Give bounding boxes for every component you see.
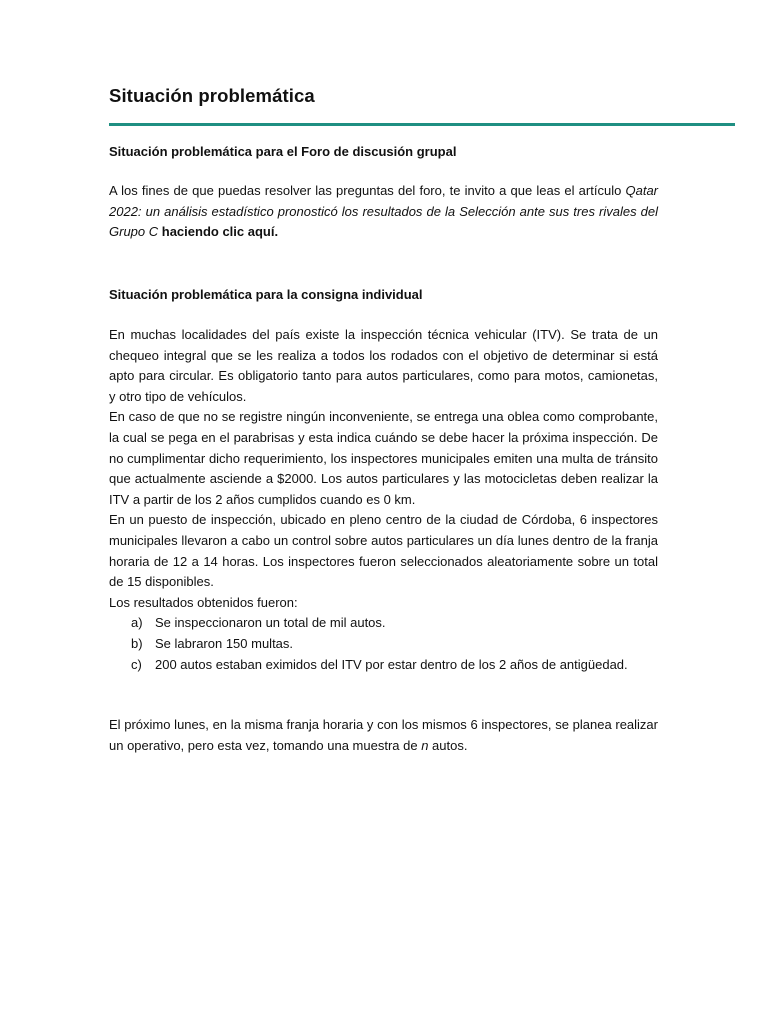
closing-text	[109, 715, 658, 756]
list-marker: c)	[131, 656, 142, 672]
list-item	[109, 655, 658, 676]
list-marker: a)	[131, 615, 143, 631]
forum-intro-paragraph	[109, 181, 658, 243]
individual-section-body	[109, 325, 658, 675]
body-paragraph: En muchas localidades del país existe la inspección técnica vehicular (ITV). Se trata de un chequeo integral que se les realiza a todos los rodados con el objetivo de determinar si está apto para circular. Es obligatorio tanto para autos particulares, como para motos, camionetas, y otro tipo de vehículos.	[109, 327, 658, 404]
closing-text-before: El próximo lunes, en la misma franja horaria y con los mismos 6 inspectores, se planea realizar un operativo, pero esta vez, tomando una muestra de	[109, 717, 658, 753]
page-title: Situación problemática	[109, 85, 315, 106]
forum-section-heading: Situación problemática para el Foro de discusión grupal	[109, 144, 457, 159]
closing-text-after: autos.	[428, 737, 468, 753]
sample-size-variable: n	[421, 737, 429, 753]
results-intro: Los resultados obtenidos fueron:	[109, 594, 298, 610]
closing-paragraph	[109, 715, 658, 756]
results-list	[109, 613, 658, 675]
article-link[interactable]: haciendo clic aquí.	[161, 224, 279, 240]
list-item	[109, 634, 658, 655]
body-paragraph: En caso de que no se registre ningún inconveniente, se entrega una oblea como comprobante, la cual se pega en el parabrisas y esta indica cuándo se debe hacer la próxima inspección. De no cumplimentar dicho requerimiento, los inspectores municipales emiten una multa de tránsito que actualmente asciende a $2000. Los autos particulares y las motocicletas deben realizar la ITV a partir de los 2 años cumplidos cuando es 0 km.	[109, 409, 658, 507]
body-paragraph: En un puesto de inspección, ubicado en pleno centro de la ciudad de Córdoba, 6 inspectores municipales llevaron a cabo un control sobre autos particulares un día lunes dentro de la franja horaria de 12 a 14 horas. Los inspectores fueron seleccionados aleatoriamente sobre un total de 15 disponibles.	[109, 512, 658, 590]
title-divider	[109, 123, 735, 126]
individual-section-heading: Situación problemática para la consigna individual	[109, 287, 423, 302]
list-marker: b)	[131, 635, 143, 651]
list-item-text: 200 autos estaban eximidos del ITV por estar dentro de los 2 años de antigüedad.	[155, 656, 628, 672]
forum-intro-text: A los fines de que puedas resolver las preguntas del foro, te invito a que leas el artículo	[109, 183, 626, 198]
article-title: Qatar 2022: un análisis estadístico pronosticó los resultados de la Selección ante sus tres rivales del Grupo C	[109, 183, 658, 240]
list-item	[109, 613, 658, 634]
list-item-text: Se labraron 150 multas.	[155, 635, 294, 651]
list-item-text: Se inspeccionaron un total de mil autos.	[155, 615, 386, 631]
